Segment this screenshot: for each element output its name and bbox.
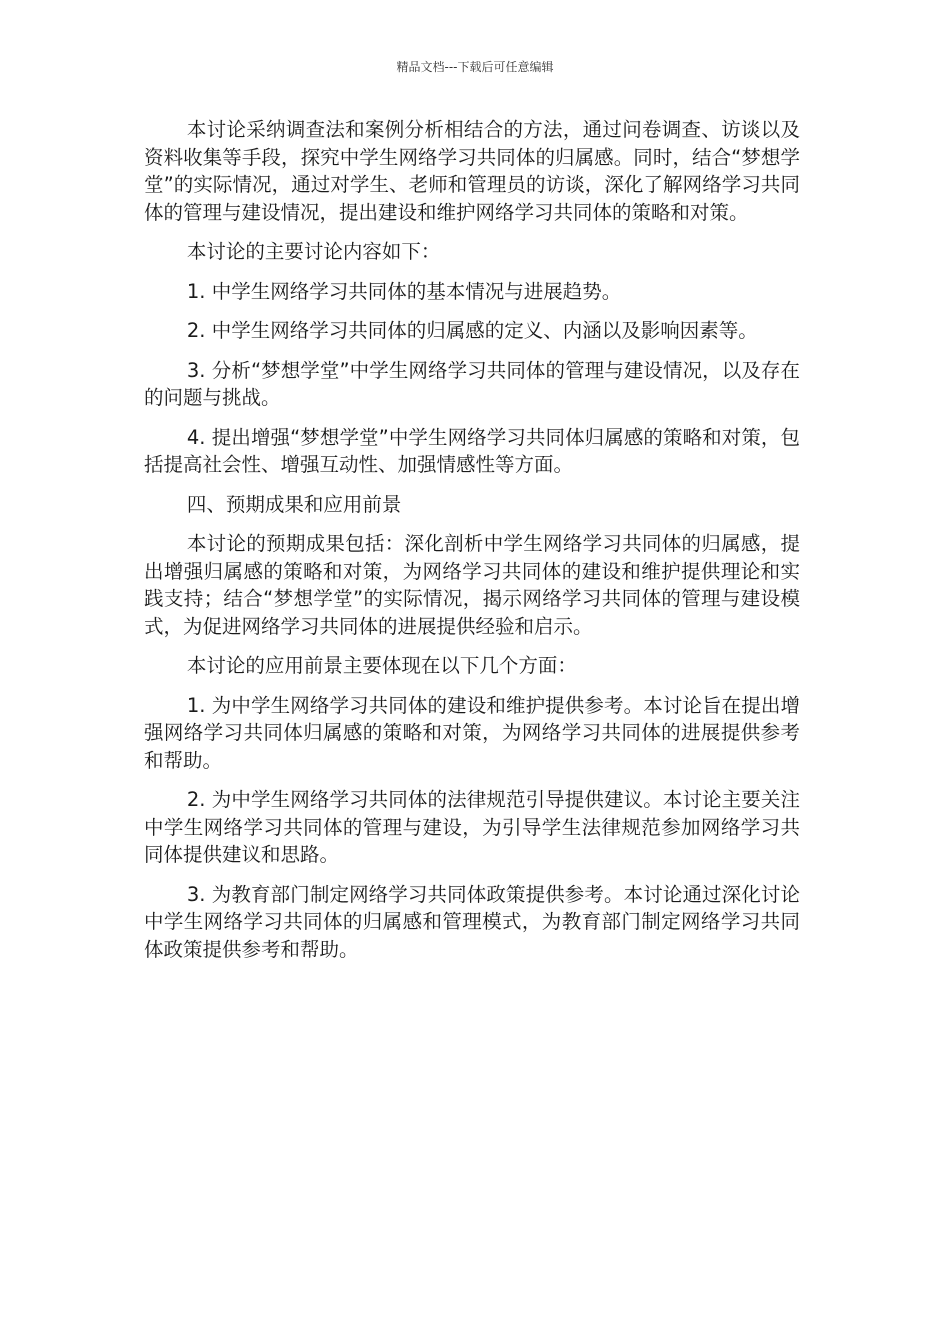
page-header: 精品文档---下载后可任意编辑 (396, 60, 554, 74)
paragraph-outcomes: 本讨论的预期成果包括：深化剖析中学生网络学习共同体的归属感，提出增强归属感的策略和对策，为网络学习共同体的建设和维护提供理论和实践支持；结合“梦想学堂”的实际情况，揭示网络学习共同体的管理与建设模式，为促进网络学习共同体的进展提供经验和启示。 (144, 532, 800, 638)
list-item-content-2: 2. 中学生网络学习共同体的归属感的定义、内涵以及影响因素等。 (186, 319, 758, 342)
section-heading-outcomes: 四、预期成果和应用前景 (186, 492, 402, 516)
list-item-content-3: 3. 分析“梦想学堂”中学生网络学习共同体的管理与建设情况，以及存在的问题与挑战。 (144, 358, 800, 409)
paragraph-applications-intro: 本讨论的应用前景主要体现在以下几个方面： (186, 654, 577, 677)
list-item-content-1: 1. 中学生网络学习共同体的基本情况与进展趋势。 (186, 279, 622, 303)
document-body (144, 116, 800, 975)
list-item-application-2: 2. 为中学生网络学习共同体的法律规范引导提供建议。本讨论主要关注中学生网络学习共同体的管理与建设，为引导学生法律规范参加网络学习共同体提供建议和思路。 (144, 788, 800, 866)
list-item-content-4: 4. 提出增强“梦想学堂”中学生网络学习共同体归属感的策略和对策，包括提高社会性、增强互动性、加强情感性等方面。 (144, 425, 800, 476)
list-item-application-3: 3. 为教育部门制定网络学习共同体政策提供参考。本讨论通过深化讨论中学生网络学习共同体的归属感和管理模式，为教育部门制定网络学习共同体政策提供参考和帮助。 (144, 882, 800, 961)
list-item-application-1: 1. 为中学生网络学习共同体的建设和维护提供参考。本讨论旨在提出增强网络学习共同体归属感的策略和对策，为网络学习共同体的进展提供参考和帮助。 (144, 693, 800, 772)
paragraph-content-intro: 本讨论的主要讨论内容如下： (186, 240, 441, 263)
paragraph-methods: 本讨论采纳调查法和案例分析相结合的方法，通过问卷调查、访谈以及资料收集等手段，探究中学生网络学习共同体的归属感。同时，结合“梦想学堂”的实际情况，通过对学生、老师和管理员的访谈，深化了解网络学习共同体的管理与建设情况，提出建设和维护网络学习共同体的策略和对策。 (144, 118, 800, 224)
